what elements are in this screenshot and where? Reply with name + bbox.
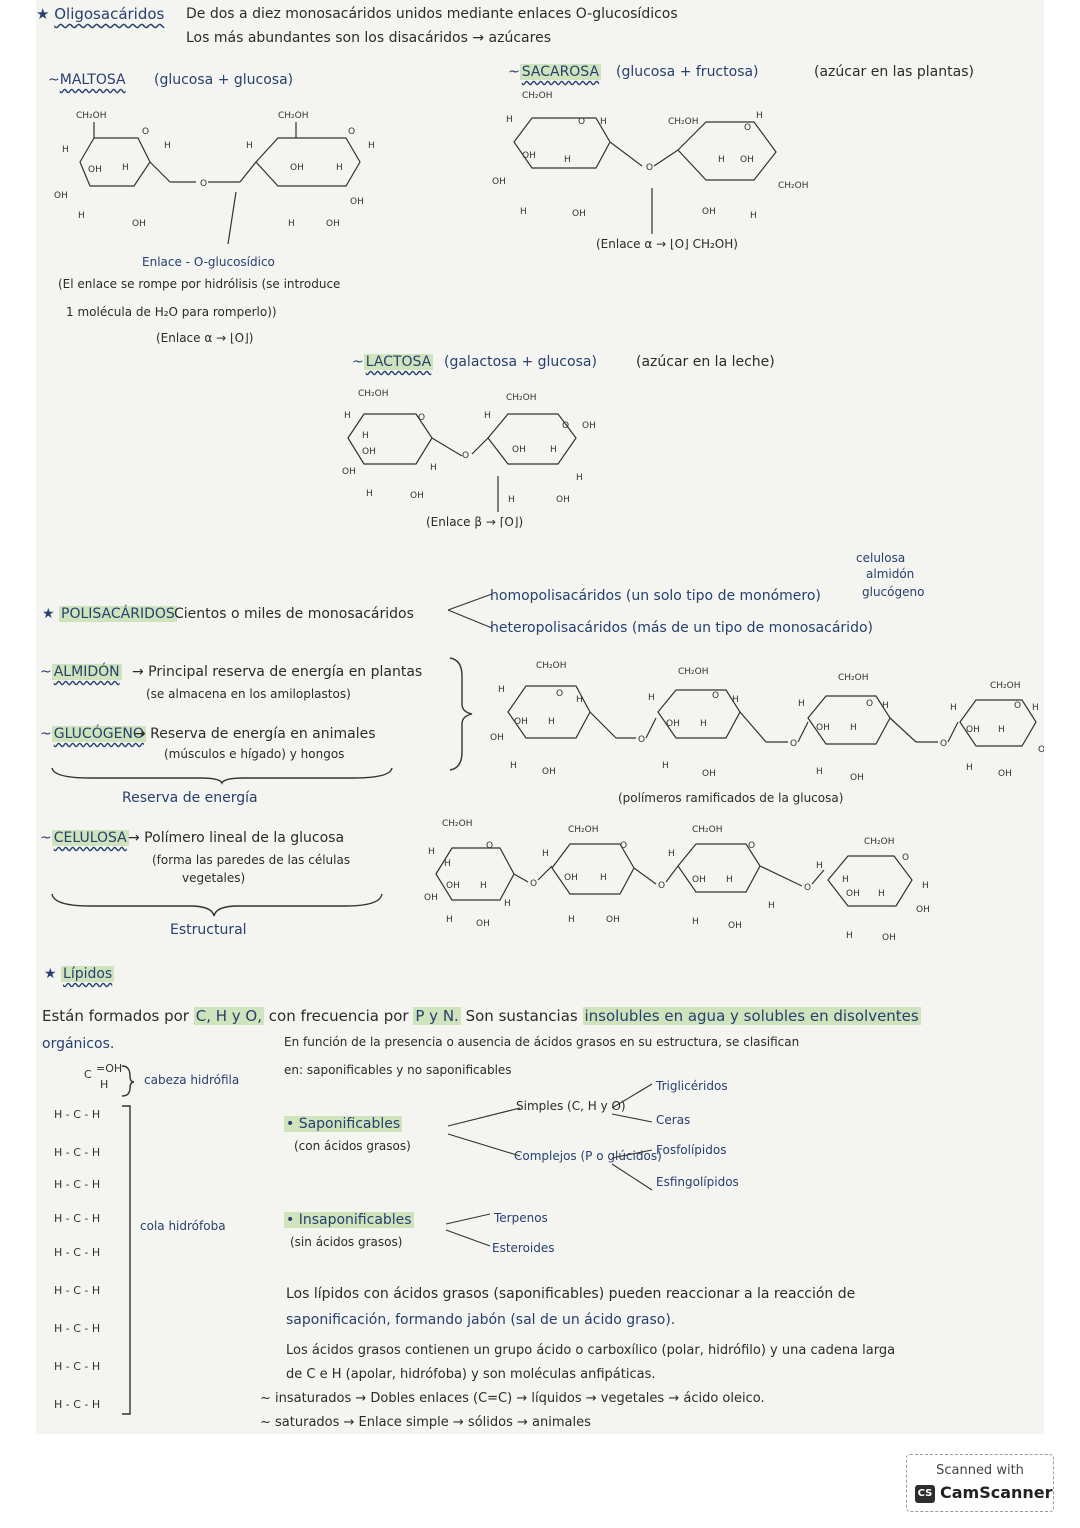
svg-text:H: H (750, 211, 757, 221)
svg-text:OH: OH (446, 881, 460, 891)
svg-text:H - C - H: H - C - H (54, 1360, 101, 1373)
svg-text:CH₂OH: CH₂OH (536, 661, 567, 671)
maltosa-note-3: (Enlace α → ⌊O⌋) (156, 331, 254, 345)
ceras-label: Ceras (656, 1113, 691, 1127)
svg-text:OH: OH (606, 915, 620, 925)
svg-text:H: H (480, 881, 487, 891)
poli-hetero: heteropolisacáridos (más de un tipo de monosacárido) (490, 620, 873, 636)
svg-text:OH: OH (424, 893, 438, 903)
svg-text:O: O (578, 117, 586, 127)
svg-text:O: O (638, 735, 646, 745)
svg-text:H: H (430, 463, 437, 473)
svg-text:H: H (998, 725, 1005, 735)
svg-text:H: H (78, 211, 85, 221)
svg-text:OH: OH (410, 491, 424, 501)
svg-text:OH: OH (490, 733, 504, 743)
svg-text:H - C - H: H - C - H (54, 1212, 101, 1225)
maltosa-bond-label: Enlace - O-glucosídico (142, 255, 275, 269)
svg-text:OH: OH (362, 447, 376, 457)
svg-text:H: H (732, 695, 739, 705)
terpenos-label: Terpenos (494, 1211, 548, 1225)
svg-text:O: O (744, 123, 752, 133)
svg-text:O: O (712, 691, 720, 701)
svg-text:O: O (658, 881, 666, 891)
svg-text:=OH: =OH (96, 1062, 123, 1075)
glucogeno-title: ~ GLUCÓGENO (40, 726, 144, 742)
svg-text:O: O (530, 879, 538, 889)
svg-text:OH: OH (522, 151, 536, 161)
maltosa-note-1: (El enlace se rompe por hidrólisis (se introduce (58, 277, 341, 291)
svg-text:H: H (576, 695, 583, 705)
svg-text:OH: OH (702, 769, 716, 779)
insap-branch-arrows (444, 1210, 496, 1252)
sacarosa-composition: (glucosa + fructosa) (616, 64, 759, 80)
svg-text:H: H (816, 861, 823, 871)
glucosa-ramificada-structure (486, 656, 1052, 783)
svg-text:H - C - H: H - C - H (54, 1246, 101, 1259)
camscanner-logo-icon: CS (915, 1485, 935, 1503)
lipidos-clasif-2: en: saponificables y no saponificables (284, 1063, 512, 1077)
svg-text:OH: OH (326, 219, 340, 229)
estructural-brace (50, 892, 384, 918)
svg-text:H: H (662, 761, 669, 771)
svg-text:H: H (508, 495, 515, 505)
complejos-label: Complejos (P o glúcidos) (514, 1149, 662, 1163)
scanner-line-2: CamScanner (940, 1483, 1053, 1502)
saponificables-label: • Saponificables (286, 1116, 401, 1132)
svg-text:OH: OH (342, 467, 356, 477)
svg-text:OH: OH (916, 905, 930, 915)
svg-text:H: H (950, 703, 957, 713)
svg-text:H: H (520, 207, 527, 217)
svg-text:H: H (756, 111, 763, 121)
svg-text:H: H (846, 931, 853, 941)
svg-text:H: H (1032, 703, 1039, 713)
svg-text:OH: OH (816, 723, 830, 733)
poli-example-1: celulosa (856, 551, 906, 565)
svg-text:H: H (966, 763, 973, 773)
poli-example-3: glucógeno (862, 585, 925, 599)
svg-text:O: O (142, 127, 150, 137)
svg-text:O: O (486, 841, 494, 851)
svg-text:H: H (62, 145, 69, 155)
celulosa-structure (420, 814, 940, 950)
svg-text:H: H (246, 141, 253, 151)
svg-text:CH₂OH: CH₂OH (864, 837, 895, 847)
svg-text:H: H (878, 889, 885, 899)
estructural-label: Estructural (170, 922, 247, 938)
lipidos-title: ★ Lípidos (44, 966, 113, 982)
glucogeno-desc-2: (músculos e hígado) y hongos (164, 747, 345, 761)
almidon-title: ~ ALMIDÓN (40, 664, 120, 680)
svg-text:H: H (842, 875, 849, 885)
almidon-glucogeno-brace (446, 656, 476, 772)
poli-title: ★ POLISACÁRIDOS (42, 606, 175, 622)
almidon-desc-2: (se almacena en los amiloplastos) (146, 687, 351, 701)
maltosa-structure (50, 104, 380, 244)
svg-text:H: H (568, 915, 575, 925)
glucogeno-desc-1: → Reserva de energía en animales (134, 726, 376, 742)
oligo-desc-1: De dos a diez monosacáridos unidos mediante enlaces O-glucosídicos (186, 6, 678, 22)
svg-text:H: H (648, 693, 655, 703)
insaturados-line: ~ insaturados → Dobles enlaces (C=C) → líquidos → vegetales → ácido oleico. (260, 1391, 765, 1406)
svg-text:H: H (718, 155, 725, 165)
celulosa-desc-2: (forma las paredes de las células (152, 853, 351, 867)
svg-text:H: H (288, 219, 295, 229)
svg-text:H: H (882, 701, 889, 711)
lipidos-intro-line: Están formados por C, H y O, con frecuencia por P y N. Son sustancias insolubles en agua y solubles en disolventes (42, 1007, 919, 1025)
svg-text:H - C - H: H - C - H (54, 1178, 101, 1191)
sacarosa-bond-label: (Enlace α → ⌊O⌋ CH₂OH) (596, 237, 738, 251)
svg-text:OH: OH (88, 165, 102, 175)
svg-text:O: O (562, 421, 570, 431)
svg-text:O: O (902, 853, 910, 863)
insaponificables-label: • Insaponificables (286, 1212, 412, 1228)
svg-text:OH: OH (1038, 745, 1052, 755)
sacarosa-structure (492, 88, 832, 238)
scanner-line-1: Scanned with (936, 1463, 1024, 1478)
svg-text:H: H (816, 767, 823, 777)
svg-text:CH₂OH: CH₂OH (442, 819, 473, 829)
svg-text:H: H (444, 859, 451, 869)
svg-text:H: H (600, 117, 607, 127)
sacarosa-title: ~ SACAROSA (508, 64, 600, 80)
celulosa-desc-3: vegetales) (182, 871, 246, 885)
svg-text:OH: OH (846, 889, 860, 899)
lipidos-clasif-1: En función de la presencia o ausencia de ácidos grasos en su estructura, se clasifican (284, 1035, 800, 1049)
svg-text:CH₂OH: CH₂OH (838, 673, 869, 683)
svg-text:OH: OH (882, 933, 896, 943)
simples-label: Simples (C, H y O) (516, 1099, 626, 1113)
svg-text:OH: OH (54, 191, 68, 201)
lactosa-title: ~ LACTOSA (352, 354, 432, 370)
svg-text:CH₂OH: CH₂OH (522, 91, 553, 101)
svg-text:OH: OH (350, 197, 364, 207)
svg-text:H: H (164, 141, 171, 151)
svg-text:O: O (620, 841, 628, 851)
lactosa-structure (336, 386, 606, 516)
svg-text:O: O (418, 413, 426, 423)
fosfolipidos-label: Fosfolípidos (656, 1143, 727, 1157)
svg-text:CH₂OH: CH₂OH (506, 393, 537, 403)
svg-text:OH: OH (966, 725, 980, 735)
maltosa-title: ~MALTOSA (48, 72, 126, 88)
svg-text:H - C - H: H - C - H (54, 1322, 101, 1335)
svg-text:O: O (940, 739, 948, 749)
svg-text:H: H (550, 445, 557, 455)
lactosa-where: (azúcar en la leche) (636, 354, 775, 370)
svg-text:OH: OH (132, 219, 146, 229)
svg-text:H: H (506, 115, 513, 125)
svg-text:CH₂OH: CH₂OH (692, 825, 723, 835)
celulosa-title: ~ CELULOSA (40, 830, 127, 846)
svg-text:H: H (768, 901, 775, 911)
svg-text:CH₂OH: CH₂OH (668, 117, 699, 127)
trigliceridos-label: Triglicéridos (656, 1079, 728, 1093)
svg-text:O: O (556, 689, 564, 699)
lipidos-intro-end: orgánicos. (42, 1036, 115, 1052)
ramificados-label: (polímeros ramificados de la glucosa) (618, 791, 844, 805)
maltosa-note-2: 1 molécula de H₂O para romperlo)) (66, 305, 277, 319)
lipidos-parrafo-2a: Los ácidos grasos contienen un grupo ácido o carboxílico (polar, hidrófilo) y una cadena larga (286, 1343, 896, 1358)
svg-text:H: H (362, 431, 369, 441)
almidon-desc-1: → Principal reserva de energía en plantas (132, 664, 423, 680)
svg-text:H: H (504, 899, 511, 909)
saturados-line: ~ saturados → Enlace simple → sólidos → animales (260, 1415, 591, 1430)
svg-text:CH₂OH: CH₂OH (76, 111, 107, 121)
svg-text:CH₂OH: CH₂OH (990, 681, 1021, 691)
svg-text:H: H (100, 1078, 109, 1091)
svg-text:H - C - H: H - C - H (54, 1108, 101, 1121)
svg-text:O: O (348, 127, 356, 137)
svg-text:H: H (368, 141, 375, 151)
tipos-arrows (610, 1078, 656, 1196)
svg-text:OH: OH (512, 445, 526, 455)
cabeza-hidrofila-label: cabeza hidrófila (144, 1073, 240, 1087)
svg-text:OH: OH (564, 873, 578, 883)
svg-text:H: H (484, 411, 491, 421)
svg-text:C: C (84, 1068, 92, 1081)
poli-desc: Cientos o miles de monosacáridos (174, 606, 414, 622)
svg-text:H: H (336, 163, 343, 173)
lactosa-bond-label: (Enlace β → ⌈O⌋) (426, 515, 524, 529)
lactosa-composition: (galactosa + glucosa) (444, 354, 597, 370)
svg-text:OH: OH (514, 717, 528, 727)
reserva-brace (50, 766, 394, 784)
sacarosa-where: (azúcar en las plantas) (814, 64, 974, 80)
svg-text:OH: OH (290, 163, 304, 173)
svg-text:H: H (576, 473, 583, 483)
poli-example-2: almidón (866, 567, 915, 581)
cola-hidrofoba-label: cola hidrófoba (140, 1219, 226, 1233)
svg-text:H: H (798, 699, 805, 709)
svg-text:H: H (700, 719, 707, 729)
svg-text:OH: OH (582, 421, 596, 431)
svg-text:CH₂OH: CH₂OH (358, 389, 389, 399)
oligo-desc-2: Los más abundantes son los disacáridos → azúcares (186, 30, 551, 46)
svg-text:H: H (726, 875, 733, 885)
svg-text:H: H (428, 847, 435, 857)
esfingolipidos-label: Esfingolípidos (656, 1175, 739, 1189)
reserva-label: Reserva de energía (122, 790, 258, 806)
svg-text:O: O (646, 163, 654, 173)
svg-text:CH₂OH: CH₂OH (278, 111, 309, 121)
svg-text:H: H (600, 873, 607, 883)
svg-text:H: H (548, 717, 555, 727)
svg-text:H: H (850, 723, 857, 733)
svg-text:OH: OH (572, 209, 586, 219)
svg-text:O: O (804, 883, 812, 893)
svg-text:H - C - H: H - C - H (54, 1398, 101, 1411)
svg-text:H: H (692, 917, 699, 927)
svg-text:H: H (564, 155, 571, 165)
svg-text:O: O (748, 841, 756, 851)
scanner-watermark (906, 1454, 1054, 1512)
svg-text:H: H (446, 915, 453, 925)
svg-text:H: H (668, 849, 675, 859)
svg-text:H: H (366, 489, 373, 499)
svg-text:OH: OH (740, 155, 754, 165)
svg-text:H: H (510, 761, 517, 771)
svg-text:OH: OH (542, 767, 556, 777)
poli-branch-arrows (444, 590, 494, 636)
svg-text:H: H (542, 849, 549, 859)
svg-text:OH: OH (476, 919, 490, 929)
saponificables-sub: (con ácidos grasos) (294, 1139, 411, 1153)
lipidos-parrafo-1b: saponificación, formando jabón (sal de un ácido graso). (286, 1312, 676, 1328)
svg-text:OH: OH (850, 773, 864, 783)
svg-text:OH: OH (702, 207, 716, 217)
svg-text:CH₂OH: CH₂OH (568, 825, 599, 835)
svg-text:O: O (462, 451, 470, 461)
lipidos-parrafo-2b: de C e H (apolar, hidrófoba) y son moléculas anfipáticas. (286, 1367, 656, 1382)
notebook-page (36, 0, 1052, 1434)
poli-homo: homopolisacáridos (un solo tipo de monómero) (490, 588, 821, 604)
svg-text:H: H (922, 881, 929, 891)
svg-text:O: O (866, 699, 874, 709)
svg-text:OH: OH (492, 177, 506, 187)
svg-text:OH: OH (692, 875, 706, 885)
celulosa-desc-1: → Polímero lineal de la glucosa (128, 830, 345, 846)
svg-text:H - C - H: H - C - H (54, 1284, 101, 1297)
esteroides-label: Esteroides (492, 1241, 555, 1255)
svg-text:H: H (122, 163, 129, 173)
svg-text:CH₂OH: CH₂OH (778, 181, 809, 191)
svg-text:H: H (498, 685, 505, 695)
svg-text:H - C - H: H - C - H (54, 1146, 101, 1159)
svg-text:OH: OH (728, 921, 742, 931)
svg-text:H: H (344, 411, 351, 421)
acido-graso-structure (50, 1062, 150, 1422)
insaponificables-sub: (sin ácidos grasos) (290, 1235, 403, 1249)
svg-text:O: O (200, 179, 208, 189)
oligo-title: ★ Oligosacáridos (36, 5, 165, 23)
maltosa-composition: (glucosa + glucosa) (154, 72, 294, 88)
svg-text:OH: OH (556, 495, 570, 505)
svg-text:OH: OH (666, 719, 680, 729)
lipidos-parrafo-1a: Los lípidos con ácidos grasos (saponificables) pueden reaccionar a la reacción de (286, 1286, 856, 1302)
svg-text:O: O (790, 739, 798, 749)
svg-text:O: O (1014, 701, 1022, 711)
svg-text:OH: OH (998, 769, 1012, 779)
svg-text:CH₂OH: CH₂OH (678, 667, 709, 677)
